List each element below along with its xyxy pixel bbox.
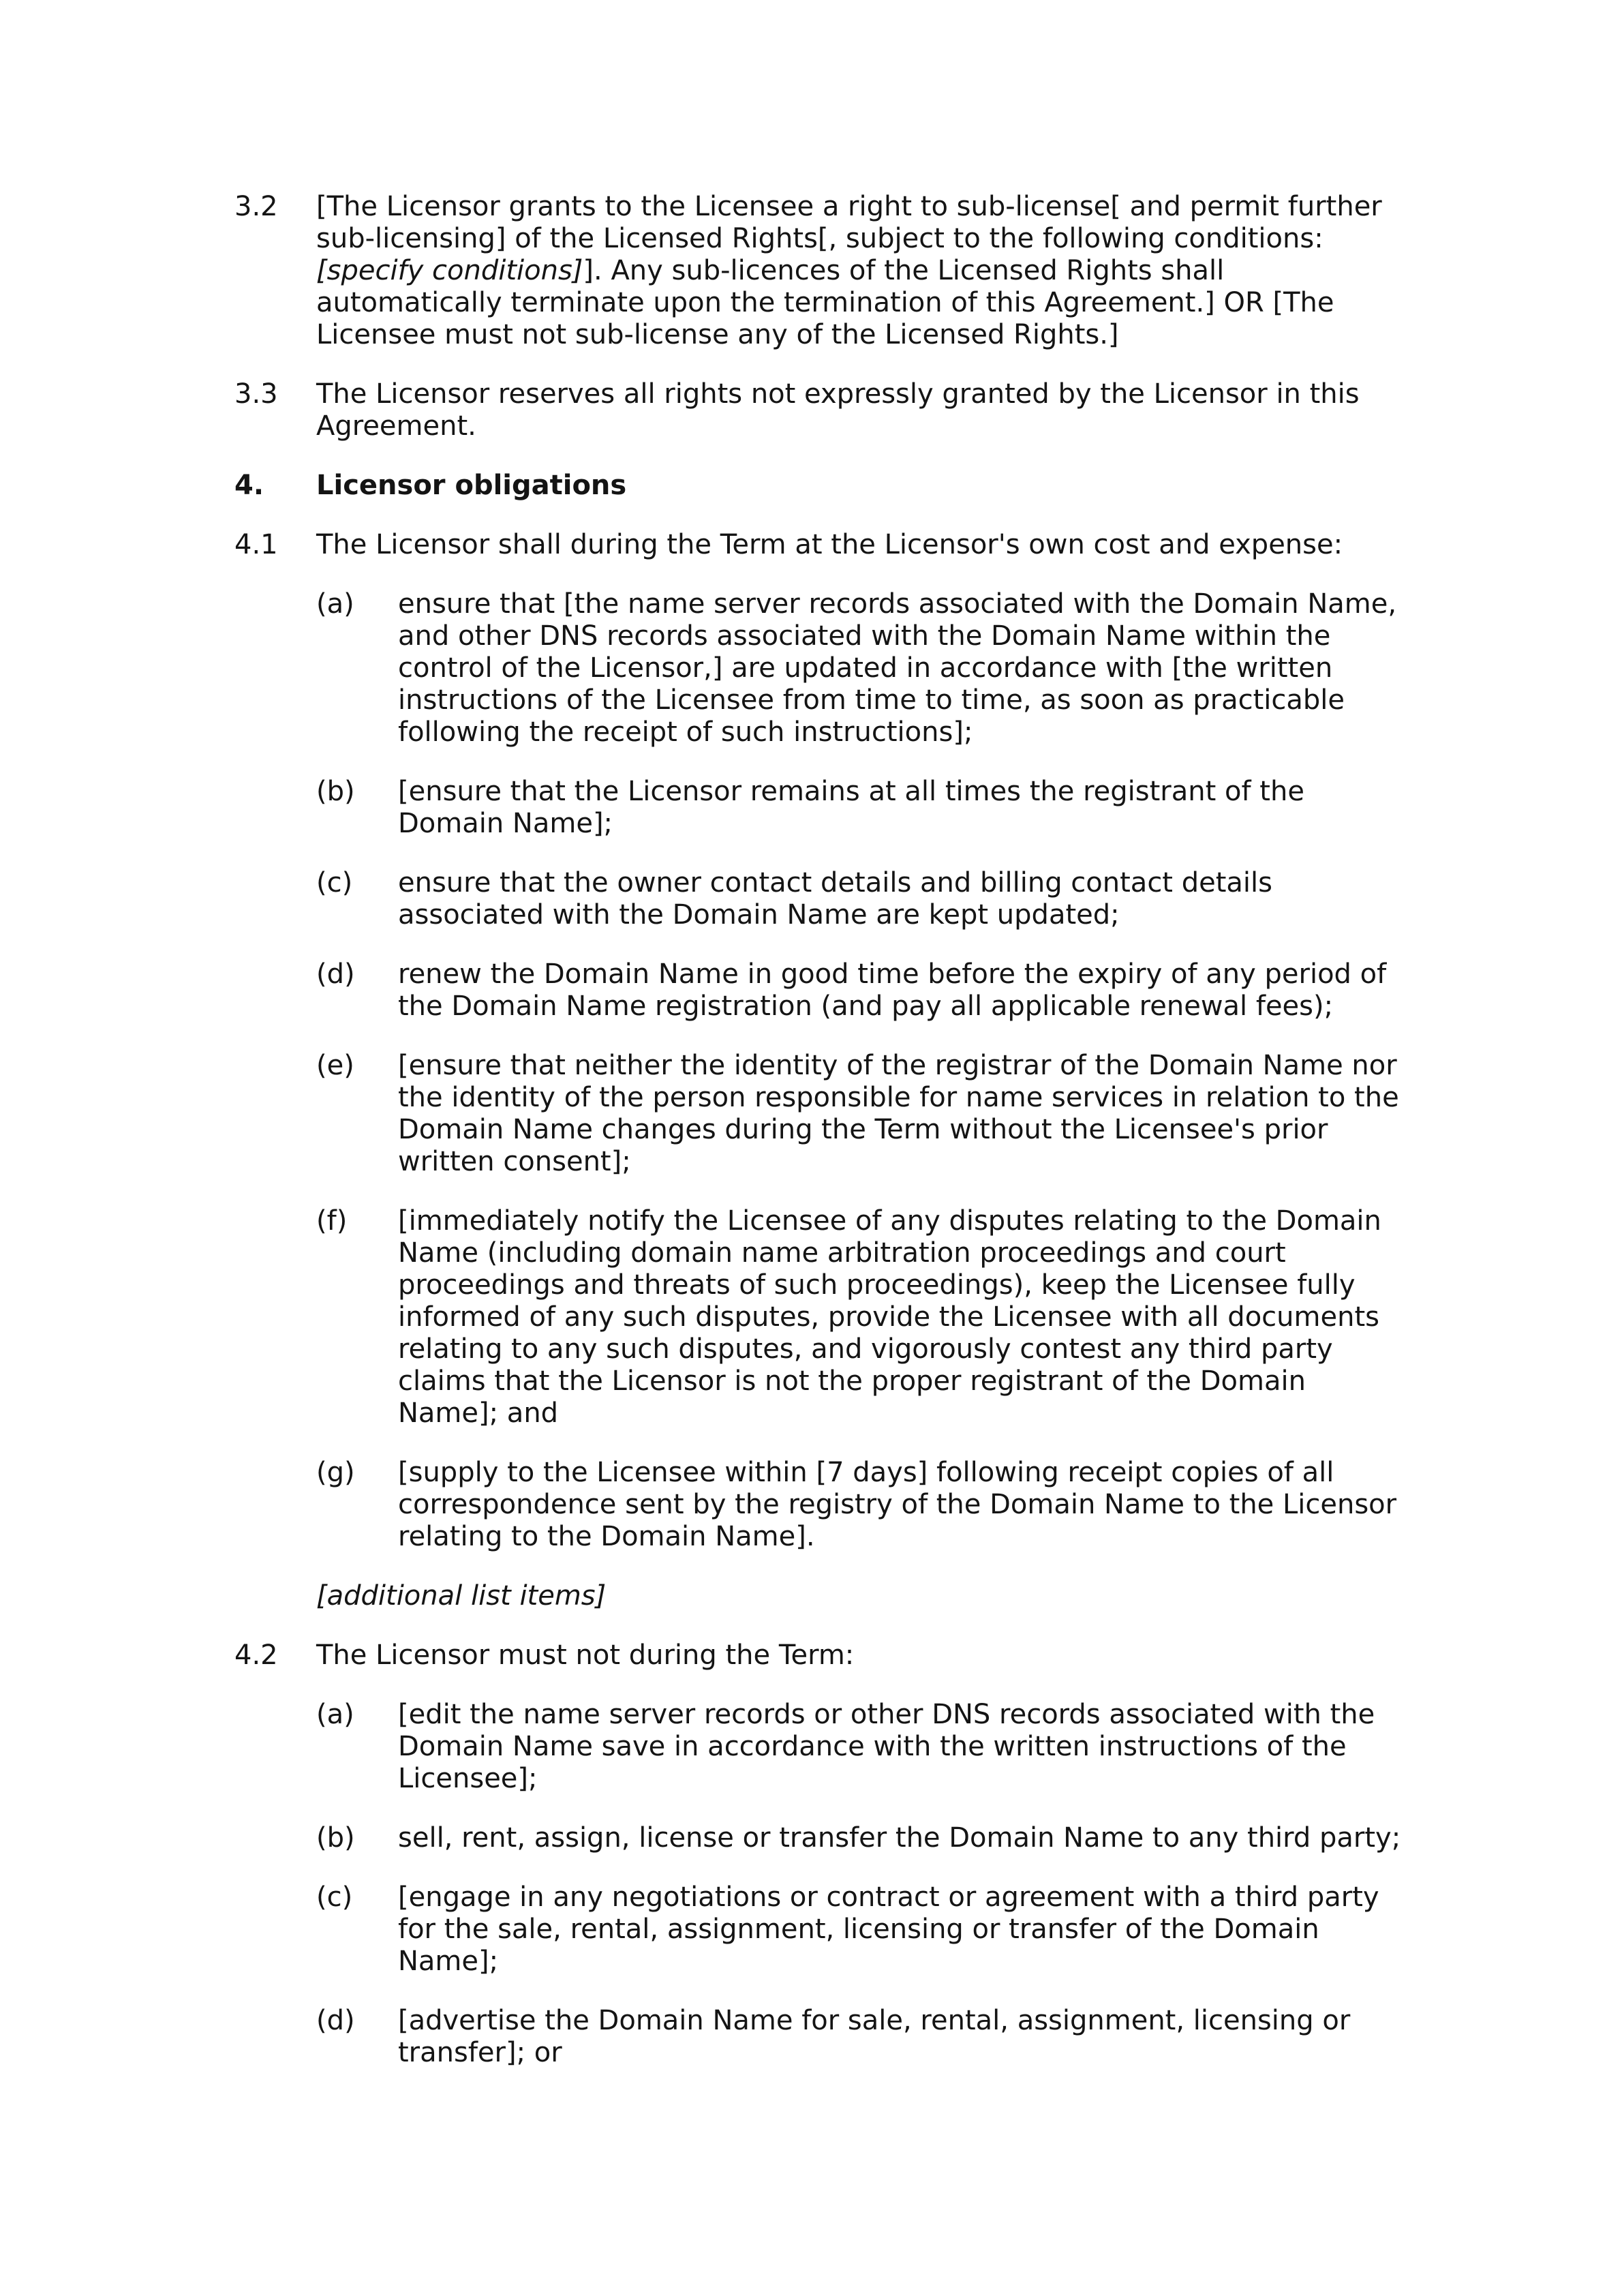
placeholder-note: [additional list items] xyxy=(316,1580,607,1612)
list-item xyxy=(234,1205,1407,1430)
section-number: 4. xyxy=(234,470,264,501)
clause-text-part: ]. Any sub-licences of the Licensed Rights shall automatically terminate upon the termination of this Agreement.] OR [The Licensee must not sub-license any of the Licensed Rights.] xyxy=(316,255,1334,350)
list-item xyxy=(234,1457,1407,1553)
clause-4-1 xyxy=(234,529,1407,561)
clause-text-placeholder: [specify conditions] xyxy=(316,255,583,286)
list-item xyxy=(234,2005,1407,2069)
clause-3-2 xyxy=(234,191,1407,351)
list-item-number: (c) xyxy=(316,867,353,898)
list-item-number: (b) xyxy=(316,1822,355,1854)
list-item-number: (d) xyxy=(316,2005,355,2036)
list-item-text: ensure that [the name server records associated with the Domain Name, and other DNS records associated with the Domain Name within the control of the Licensor,] are updated in accordance with [the written instructions of the Licensee from time to time, as soon as practicable following the receipt of such instructions]; xyxy=(398,588,1397,748)
list-item-text: ensure that the owner contact details and billing contact details associated with the Domain Name are kept updated; xyxy=(398,867,1272,931)
clause-number: 4.1 xyxy=(234,529,278,560)
list-item-text: [ensure that the Licensor remains at all times the registrant of the Domain Name]; xyxy=(398,776,1304,839)
list-item-text: [ensure that neither the identity of the registrar of the Domain Name nor the identity of the person responsible for name services in relation to the Domain Name changes during the Term without the Licensee's prior written consent]; xyxy=(398,1050,1399,1177)
section-heading xyxy=(234,470,1407,502)
clause-text: The Licensor must not during the Term: xyxy=(316,1640,855,1671)
list-item-number: (a) xyxy=(316,1699,354,1730)
list-item-text: [engage in any negotiations or contract or agreement with a third party for the sale, rental, assignment, licensing or transfer of the Domain Name]; xyxy=(398,1882,1379,1977)
list-item-number: (d) xyxy=(316,958,355,990)
clause-number: 3.2 xyxy=(234,191,278,222)
clause-3-3 xyxy=(234,378,1407,442)
clause-text: The Licensor shall during the Term at the Licensor's own cost and expense: xyxy=(316,529,1343,560)
clause-4-2 xyxy=(234,1640,1407,1672)
list-item xyxy=(234,958,1407,1023)
document-body xyxy=(234,191,1407,2096)
list-item xyxy=(234,1699,1407,1795)
list-item xyxy=(234,1822,1407,1854)
clause-text xyxy=(316,191,1407,351)
list-item xyxy=(234,588,1407,749)
list-item-number: (f) xyxy=(316,1205,348,1237)
clause-text-part: [The Licensor grants to the Licensee a right to sub-license[ and permit further sub-licensing] of the Licensed Rights[, subject to the following conditions: xyxy=(316,191,1382,254)
list-item-number: (g) xyxy=(316,1457,355,1488)
list-item-text: [advertise the Domain Name for sale, rental, assignment, licensing or transfer]; or xyxy=(398,2005,1351,2068)
list-item-text: [edit the name server records or other DNS records associated with the Domain Name save in accordance with the written instructions of the Licensee]; xyxy=(398,1699,1375,1794)
clause-text: The Licensor reserves all rights not expressly granted by the Licensor in this Agreement. xyxy=(316,378,1360,442)
list-item-text: renew the Domain Name in good time before the expiry of any period of the Domain Name registration (and pay all applicable renewal fees); xyxy=(398,958,1387,1022)
list-item xyxy=(234,867,1407,931)
clause-number: 4.2 xyxy=(234,1640,278,1671)
list-item-text: sell, rent, assign, license or transfer the Domain Name to any third party; xyxy=(398,1822,1401,1854)
clause-number: 3.3 xyxy=(234,378,278,410)
list-item xyxy=(234,776,1407,840)
list-item-number: (b) xyxy=(316,776,355,807)
list-item-text: [immediately notify the Licensee of any disputes relating to the Domain Name (including domain name arbitration proceedings and court proceedings and threats of such proceedings), keep the Licensee fully informed of any such disputes, provide the Licensee with all documents relating to any such disputes, and vigorously contest any third party claims that the Licensor is not the proper registrant of the Domain Name]; and xyxy=(398,1205,1381,1429)
section-title: Licensor obligations xyxy=(316,470,627,501)
list-item xyxy=(234,1050,1407,1178)
list-item xyxy=(234,1882,1407,1978)
list-item-number: (a) xyxy=(316,588,354,620)
list-item-number: (e) xyxy=(316,1050,354,1081)
list-item-text: [supply to the Licensee within [7 days] following receipt copies of all correspondence sent by the registry of the Domain Name to the Licensor relating to the Domain Name]. xyxy=(398,1457,1397,1552)
list-item-number: (c) xyxy=(316,1882,353,1913)
